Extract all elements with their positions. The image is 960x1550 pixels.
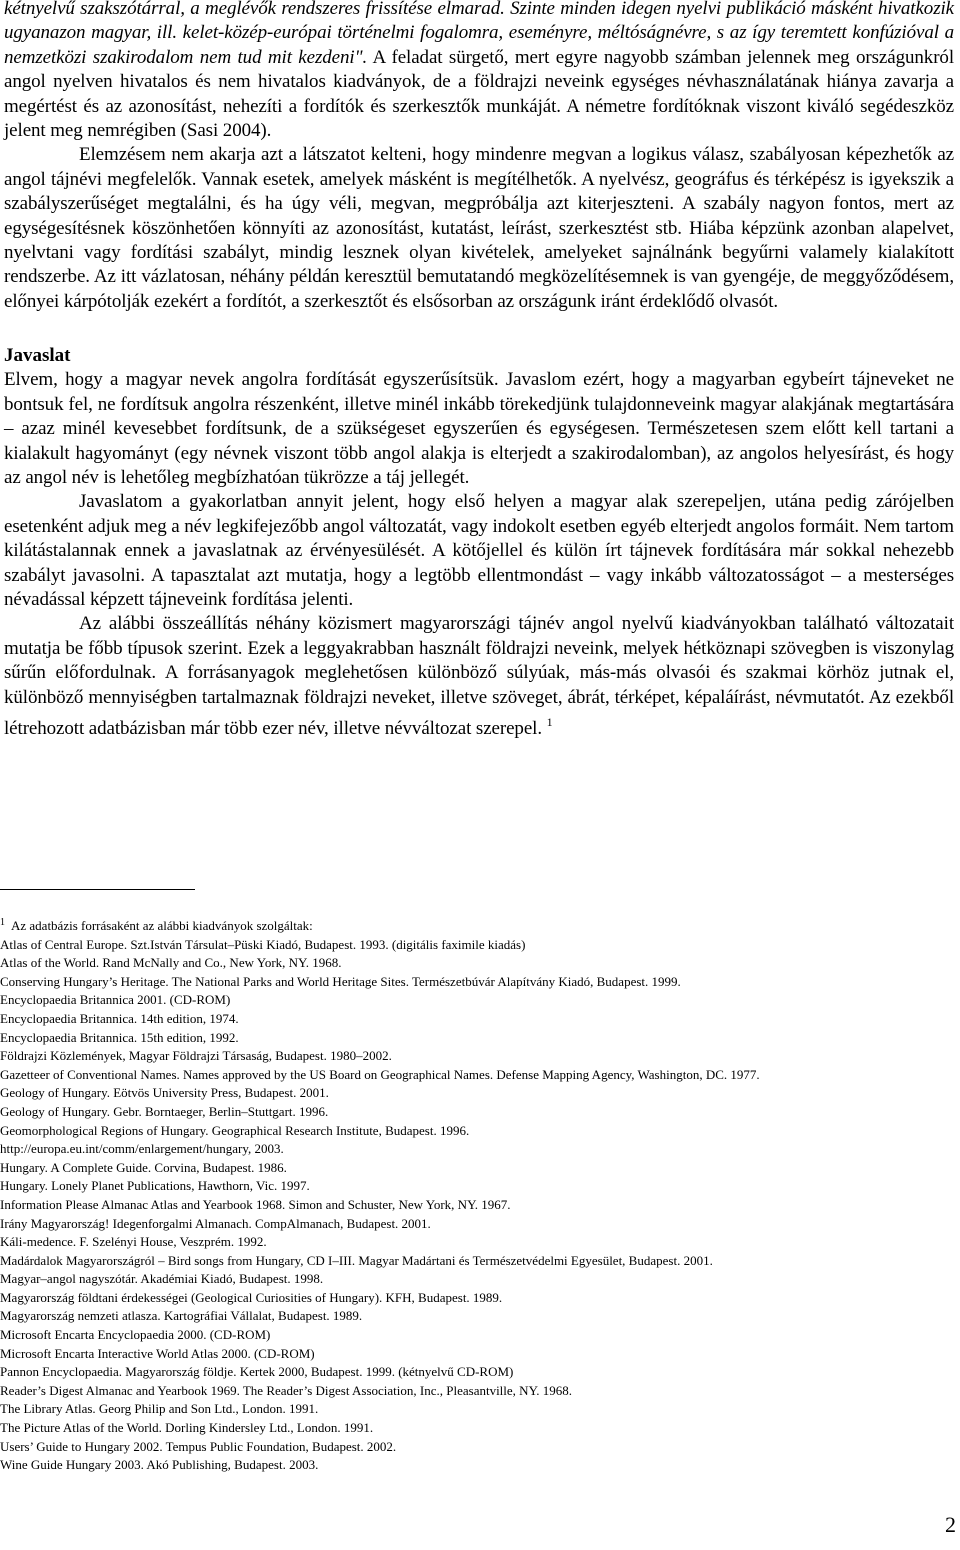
proposal-paragraph-1: Elvem, hogy a magyar nevek angolra fordítását egyszerűsítsük. Javaslom ezért, hogy a magyarban egybeírt tájneveket ne bontsuk fel, ne fordítsuk angolra részenként, illetve minél inkább törekedjünk tulajdonneveink magyar alakjának megtartására – azaz minél kevesebbet fordítsunk, de a szükségeset egyszerűen és egységesen. Természetesen szem előtt kell tartani a kialakult hagyományt (egy névnek viszont több angol alakja is elterjedt a szakirodalomban), az angolos helyesírást, és hogy az angol név is lehetőleg megbízhatóan tükrözze a táj jellegét. bbox=[4, 369, 954, 488]
footnote-source-item: Atlas of the World. Rand McNally and Co., New York, NY. 1968. bbox=[0, 955, 342, 971]
footnote-source-item: Microsoft Encarta Encyclopaedia 2000. (CD-ROM) bbox=[0, 1327, 271, 1343]
intro-paragraph bbox=[4, 0, 954, 143]
footnote-source-item: Atlas of Central Europe. Szt.István Társulat–Püski Kiadó, Budapest. 1993. (digitális faximile kiadás) bbox=[0, 936, 526, 952]
proposal-paragraph-3 bbox=[4, 612, 954, 741]
footnote-source-item: Conserving Hungary’s Heritage. The National Parks and World Heritage Sites. Természetbúvár Alapítvány Kiadó, Budapest. 1999. bbox=[0, 973, 681, 989]
footnote-source-item: Encyclopaedia Britannica 2001. (CD-ROM) bbox=[0, 992, 231, 1008]
footnote-source-item: Hungary. A Complete Guide. Corvina, Budapest. 1986. bbox=[0, 1159, 287, 1175]
footnote-source-item: http://europa.eu.int/comm/enlargement/hungary, 2003. bbox=[0, 1141, 284, 1157]
footnote-source-item: Hungary. Lonely Planet Publications, Hawthorn, Vic. 1997. bbox=[0, 1178, 310, 1194]
proposal-paragraph-3-text: Az alábbi összeállítás néhány közismert magyarországi tájnév angol nyelvű kiadványokban található változatait mutatja be főbb típusok szerint. Ezek a leggyakrabban használt földrajzi neveink, melyek hétköznapi szövegben is viszonylag sűrűn előfordulnak. A forrásanyagok meglehetősen különböző súlyúak, más-más olvasói és szakmai körhöz jutnak el, különböző mennyiségben tartalmaznak földrajzi neveket, illetve szöveget, ábrát, térképet, képaláírást, névmutatót. Az ezekből létrehozott adatbázisban már több ezer név, illetve névváltozat szerepel. bbox=[4, 613, 954, 739]
footnote-source-item: Geomorphological Regions of Hungary. Geographical Research Institute, Budapest. 1996. bbox=[0, 1122, 470, 1138]
footnote-source-item: Magyarország nemzeti atlasza. Kartográfiai Vállalat, Budapest. 1989. bbox=[0, 1308, 363, 1324]
footnote-source-item: Reader’s Digest Almanac and Yearbook 1969. The Reader’s Digest Association, Inc., Pleasantville, NY. 1968. bbox=[0, 1382, 573, 1398]
footnote-intro-text: Az adatbázis forrásaként az alábbi kiadványok szolgáltak: bbox=[11, 918, 313, 933]
intro-italic-quote: kétnyelvű szakszótárral, a meglévők rendszeres frissítése elmarad. Szinte minden idegen nyelvi publikáció másként hivatkozik ugyanazon magyar, ill. kelet-közép-európai történelmi fogalomra, eseményre, méltóságnévre, s az így teremtett konfúzióval a nemzetközi szakirodalom nem tud mit kezdeni". bbox=[4, 0, 954, 68]
footnote-source-item: Madárdalok Magyarországról – Bird songs from Hungary, CD I–III. Magyar Madártani és Természetvédelmi Egyesület, Budapest. 2001. bbox=[0, 1252, 713, 1268]
footnote-source-item: Magyar–angol nagyszótár. Akadémiai Kiadó, Budapest. 1998. bbox=[0, 1271, 324, 1287]
footnote-source-item: Microsoft Encarta Interactive World Atlas 2000. (CD-ROM) bbox=[0, 1345, 315, 1361]
footnote-source-item: Irány Magyarország! Idegenforgalmi Almanach. CompAlmanach, Budapest. 2001. bbox=[0, 1215, 431, 1231]
footnote-source-item: Káli-medence. F. Szelényi House, Veszprém. 1992. bbox=[0, 1234, 267, 1250]
footnote-source-item: Wine Guide Hungary 2003. Akó Publishing, Budapest. 2003. bbox=[0, 1457, 319, 1473]
footnote-separator bbox=[0, 889, 195, 890]
footnote-source-item: Geology of Hungary. Eötvös University Press, Budapest. 2001. bbox=[0, 1085, 329, 1101]
page-number: 2 bbox=[945, 1512, 956, 1537]
footnote-items bbox=[0, 936, 950, 1475]
footnote-source-item: Encyclopaedia Britannica. 14th edition, 1974. bbox=[0, 1010, 239, 1026]
footnote-number: 1 bbox=[0, 917, 5, 928]
intro-text: A feladat sürgető, mert egyre nagyobb számban jelennek meg országunkról angol nyelven hivatalos és nem hivatalos kiadványok, de a földrajzi neveink egységes névhasználatának hiánya zavarja a megértést és az azonosítást, nehezíti a fordítók és szerkesztők munkáját. A németre fordítóknak viszont kiváló segédeszköz jelent meg nemrégiben (Sasi 2004). bbox=[4, 46, 954, 142]
footnote-source-item: Pannon Encyclopaedia. Magyarország földje. Kertek 2000, Budapest. 1999. (kétnyelvű CD-ROM) bbox=[0, 1364, 514, 1380]
document-page bbox=[4, 0, 954, 741]
section-heading: Javaslat bbox=[4, 345, 71, 367]
footnote-source-item: Földrajzi Közlemények, Magyar Földrajzi Társaság, Budapest. 1980–2002. bbox=[0, 1048, 392, 1064]
footnote-source-item: Magyarország földtani érdekességei (Geological Curiosities of Hungary). KFH, Budapest. 1989. bbox=[0, 1289, 503, 1305]
footnote-source-item: Gazetteer of Conventional Names. Names approved by the US Board on Geographical Names. Defense Mapping Agency, Washington, DC. 1977. bbox=[0, 1066, 760, 1082]
footnote-reference[interactable]: 1 bbox=[546, 714, 553, 729]
footnote-source-item: Information Please Almanac Atlas and Yearbook 1968. Simon and Schuster, New York, NY. 1967. bbox=[0, 1196, 511, 1212]
footnote-source-item: The Library Atlas. Georg Philip and Son Ltd., London. 1991. bbox=[0, 1401, 319, 1417]
proposal-paragraph-2: Javaslatom a gyakorlatban annyit jelent, hogy első helyen a magyar alak szerepeljen, utána pedig zárójelben esetenként adjuk meg a név legkifejezőbb angol változatát, vagy indokolt esetben egyéb elterjedt angolos formáit. Nem tartom kilátástalannak ennek a javaslatnak az érvényesülését. A kötőjellel és külön írt tájnevek fordítására már sokkal nehezebb szabályt javasolni. A tapasztalat azt mutatja, hogy a legtöbb ellentmondást – vagy inkább változatosságot – a mesterséges névadással képzett tájneveink fordítása jelenti. bbox=[4, 491, 954, 610]
footnote-source-item: The Picture Atlas of the World. Dorling Kindersley Ltd., London. 1991. bbox=[0, 1420, 374, 1436]
footnote-source-item: Geology of Hungary. Gebr. Borntaeger, Berlin–Stuttgart. 1996. bbox=[0, 1103, 329, 1119]
footnote-list bbox=[0, 914, 950, 1475]
analysis-paragraph: Elemzésem nem akarja azt a látszatot kelteni, hogy mindenre megvan a logikus válasz, szabályosan képezhetők az angol tájnévi megfelelők. Vannak esetek, amelyek másként is megítélhetők. A nyelvész, geográfus és térképész is igyekszik a szabályszerűséget megtalálni, és ha úgy véli, megvan, megpróbálja azt kiterjeszteni. A szabály nagyon fontos, mert az egységesítésnek köszönhetően könnyíti az azonosítást, kutatást, leírást, szerkesztést stb. Hiába képzünk azonban alapelvet, nyelvtani vagy fordítási szabályt, mindig lesznek olyan kivételek, amelyeket sajnálnánk begyűrni valamely kialakított rendszerbe. Az itt vázlatosan, néhány példán keresztül bemutatandó megközelítésemnek is van gyengéje, de meggyőződésem, előnyei kárpótolják ezekért a fordítót, a szerkesztőt és elsősorban az országunk iránt érdeklődő olvasót. bbox=[4, 144, 954, 312]
footnote-source-item: Encyclopaedia Britannica. 15th edition, 1992. bbox=[0, 1029, 239, 1045]
footnote-source-item: Users’ Guide to Hungary 2002. Tempus Public Foundation, Budapest. 2002. bbox=[0, 1438, 397, 1454]
footnote-intro bbox=[0, 914, 950, 936]
